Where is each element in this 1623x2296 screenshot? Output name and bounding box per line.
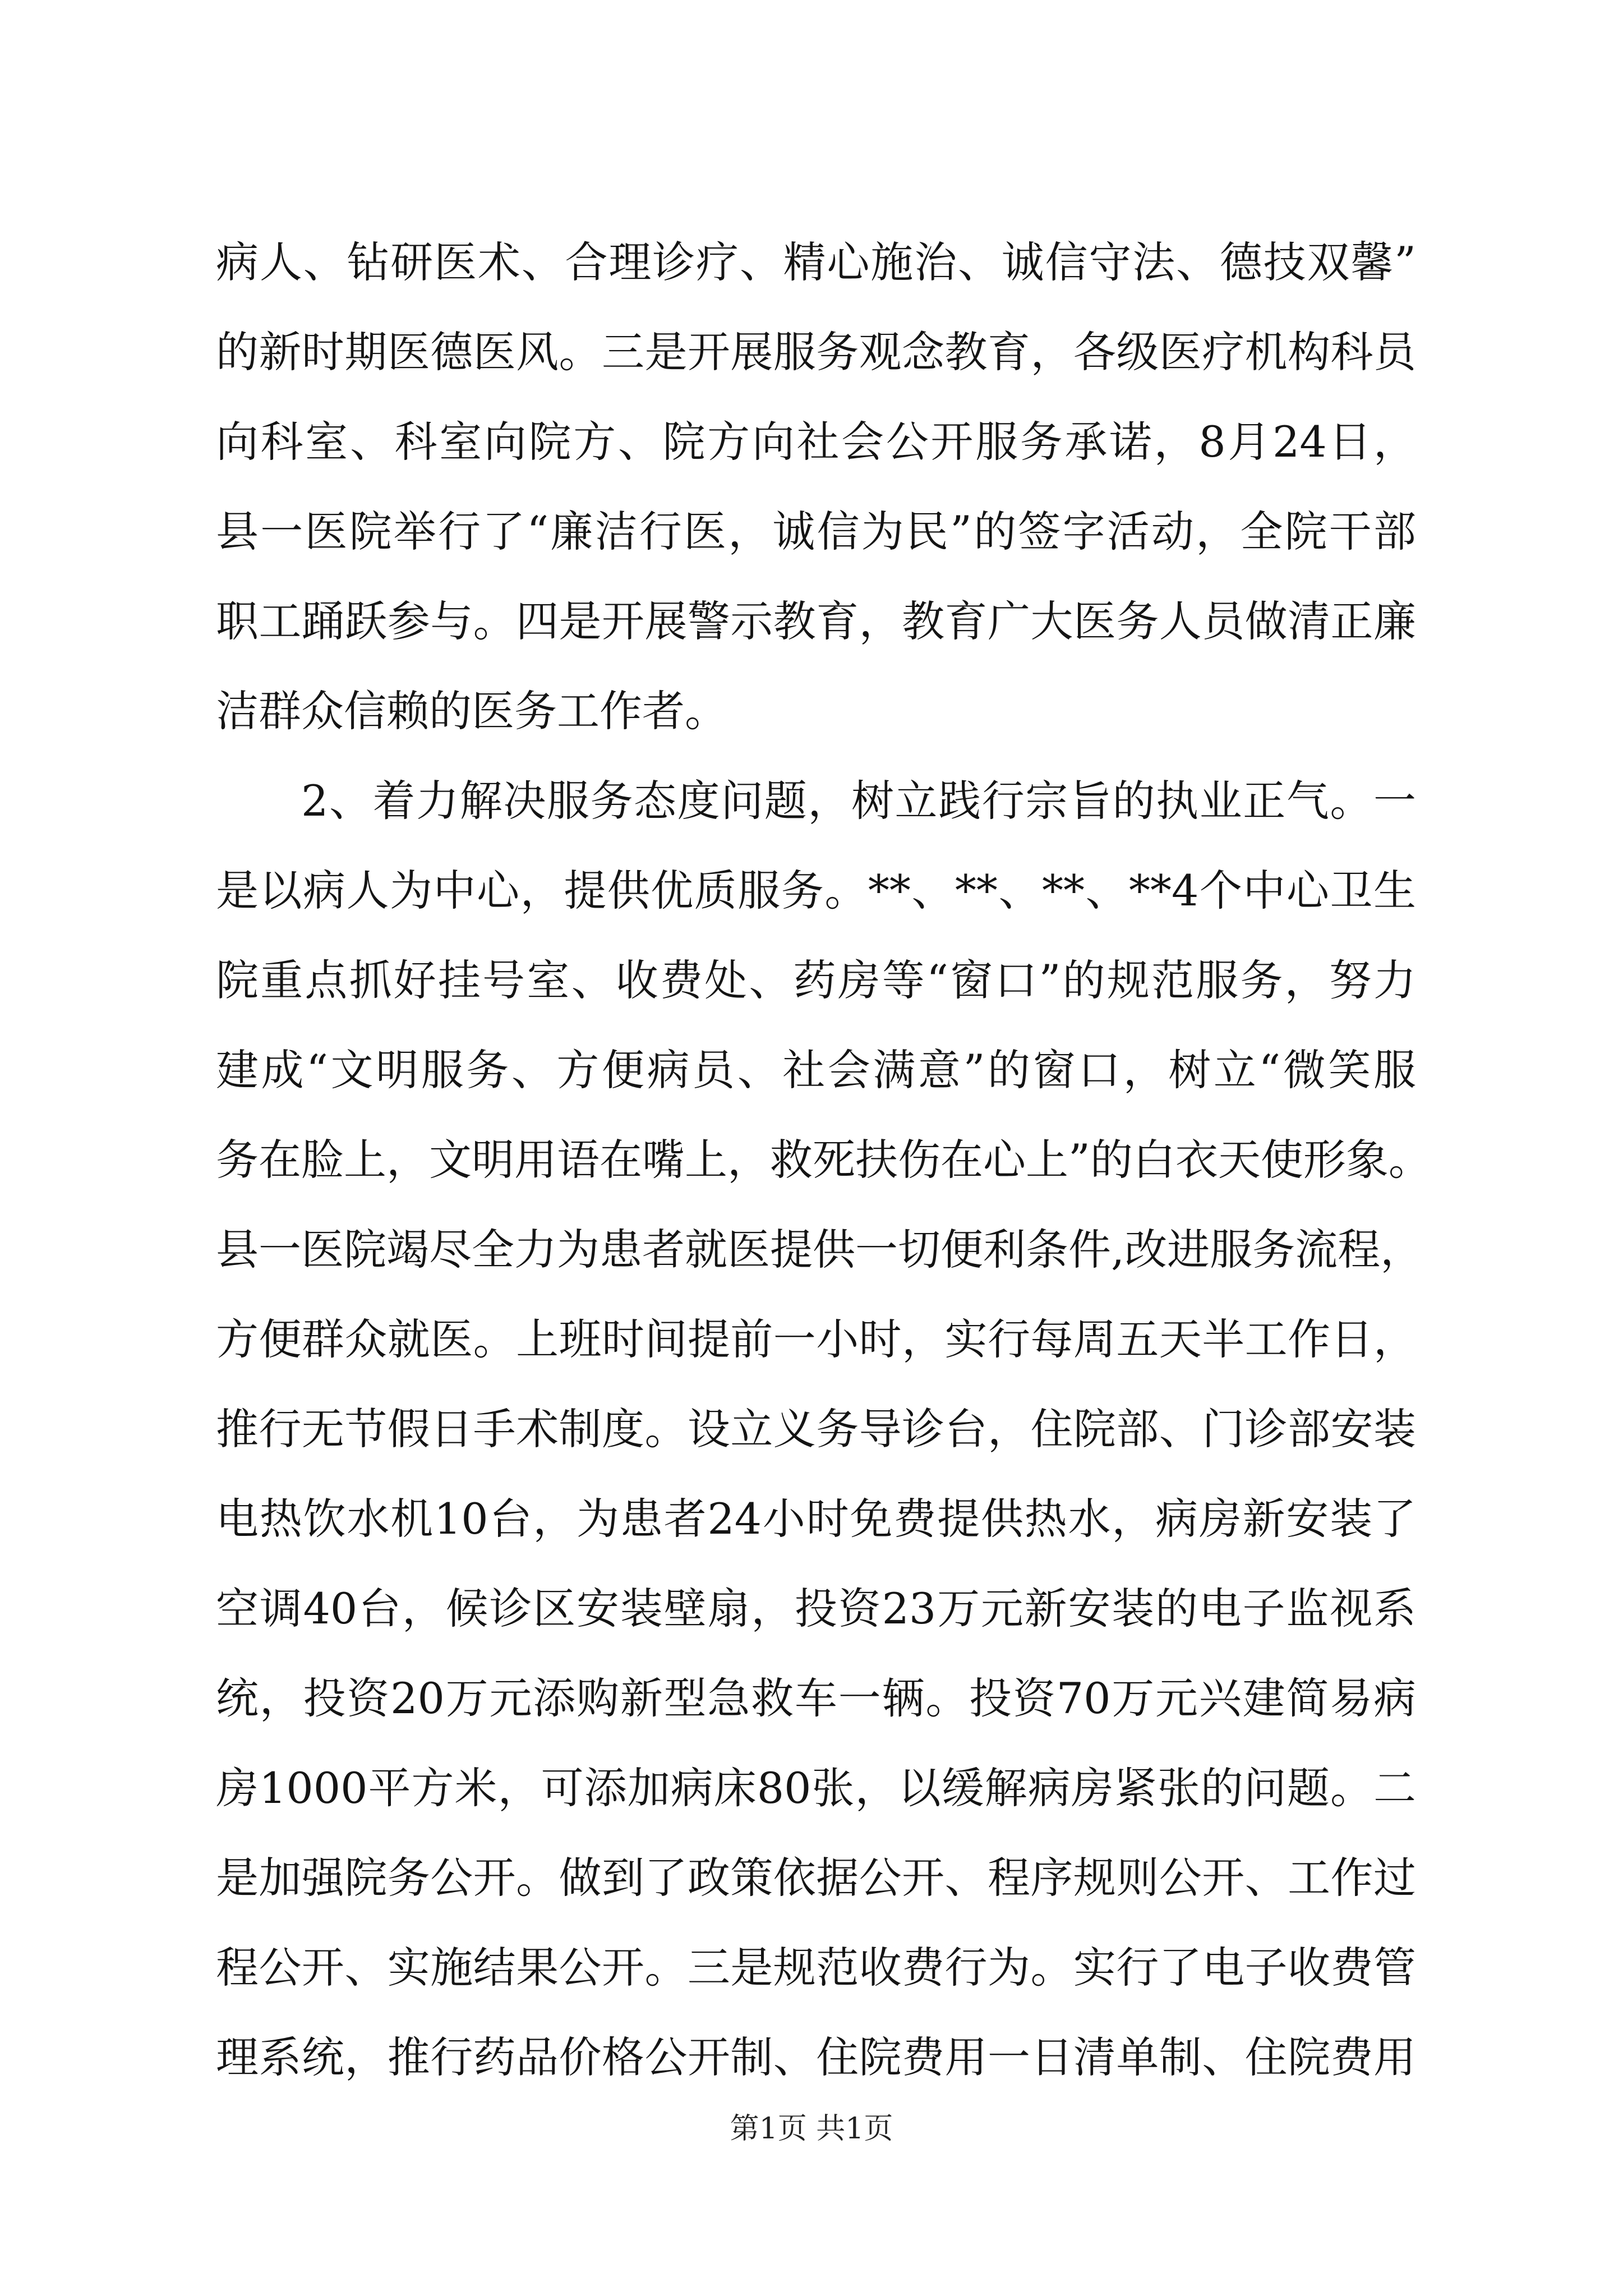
- page-number-label: 第1页 共1页: [730, 2112, 893, 2146]
- text-line: 程公开、实施结果公开。三是规范收费行为。实行了电子收费管: [216, 1943, 1416, 1993]
- text-line: 推行无节假日手术制度。设立义务导诊台，住院部、门诊部安装: [216, 1404, 1416, 1454]
- text-line: 方便群众就医。上班时间提前一小时，实行每周五天半工作日，: [216, 1314, 1416, 1364]
- text-line: 的新时期医德医风。三是开展服务观念教育，各级医疗机构科员: [216, 327, 1416, 377]
- paragraph-2: [216, 756, 1431, 2102]
- text-line: 职工踊跃参与。四是开展警示教育，教育广大医务人员做清正廉: [216, 596, 1416, 646]
- text-line: 洁群众信赖的医务工作者。: [216, 686, 727, 736]
- text-line: 县一医院举行了“廉洁行医，诚信为民”的签字活动，全院干部: [216, 507, 1416, 556]
- text-line: 是以病人为中心，提供优质服务。**、**、**、**4个中心卫生: [216, 866, 1416, 915]
- paragraph-1: [216, 218, 1416, 756]
- text-line: 电热饮水机10台，为患者24小时免费提供热水，病房新安装了: [216, 1494, 1416, 1544]
- text-line: 建成“文明服务、方便病员、社会满意”的窗口，树立“微笑服: [216, 1045, 1416, 1095]
- text-line: 县一医院竭尽全力为患者就医提供一切便利条件,改进服务流程，: [216, 1225, 1423, 1274]
- body-text: [216, 218, 1431, 2102]
- text-line: 病人、钻研医术、合理诊疗、精心施治、诚信守法、德技双馨”: [216, 237, 1416, 287]
- text-line: 理系统，推行药品价格公开制、住院费用一日清单制、住院费用: [216, 2032, 1416, 2082]
- text-line: 统，投资20万元添购新型急救车一辆。投资70万元兴建简易病: [216, 1673, 1416, 1723]
- text-line: 是加强院务公开。做到了政策依据公开、程序规则公开、工作过: [216, 1853, 1416, 1903]
- text-line: 务在脸上，文明用语在嘴上，救死扶伤在心上”的白衣天使形象。: [216, 1135, 1431, 1185]
- text-line: 院重点抓好挂号室、收费处、药房等“窗口”的规范服务，努力: [216, 955, 1416, 1005]
- text-line: 空调40台，候诊区安装壁扇，投资23万元新安装的电子监视系: [216, 1584, 1416, 1634]
- text-line: 向科室、科室向院方、院方向社会公开服务承诺，8月24日，: [216, 417, 1416, 467]
- page-footer: [0, 2109, 1623, 2148]
- text-line: 房1000平方米，可添加病床80张，以缓解病房紧张的问题。二: [216, 1763, 1416, 1813]
- text-line: 2、着力解决服务态度问题，树立践行宗旨的执业正气。一: [301, 776, 1416, 826]
